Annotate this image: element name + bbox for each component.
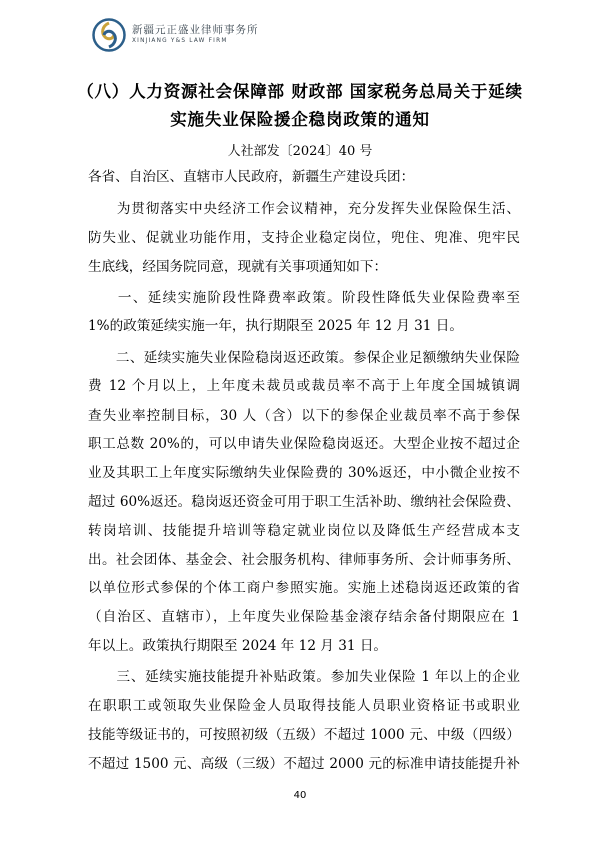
body-line: 一、延续实施阶段性降费率政策。阶段性降低失业保险费率至 (88, 290, 520, 306)
body-line: 防失业、促就业功能作用，支持企业稳定岗位，兜住、兜准、兜牢民 (88, 230, 520, 246)
firm-name-cn: 新疆元正盛业律师事务所 (132, 24, 259, 36)
body-line: 业及其职工上年度实际缴纳失业保险费的 30%返还，中小微企业按不 (88, 465, 520, 481)
body-line: 转岗培训、技能提升培训等稳定就业岗位以及降低生产经营成本支 (88, 523, 520, 539)
body-line: 不超过 1500 元、高级（三级）不超过 2000 元的标准申请技能提升补 (88, 756, 520, 772)
body-line: 职工总数 20%的，可以申请失业保险稳岗返还。大型企业按不超过企 (88, 436, 520, 452)
body-line: 出。社会团体、基金会、社会服务机构、律师事务所、会计师事务所、 (88, 552, 520, 568)
firm-name-en: XINJIANG Y&S LAW FIRM (132, 38, 228, 44)
body-line: 1%的政策延续实施一年，执行期限至 2025 年 12 月 31 日。 (88, 318, 463, 334)
body-line: 技能等级证书的，可按照初级（五级）不超过 1000 元、中级（四级） (88, 727, 520, 743)
body-line: 各省、自治区、直辖市人民政府，新疆生产建设兵团： (88, 169, 415, 185)
body-line: 二、延续实施失业保险稳岗返还政策。参保企业足额缴纳失业保险 (88, 350, 520, 366)
firm-logo-icon (92, 18, 126, 52)
body-line: 费 12 个月以上，上年度未裁员或裁员率不高于上年度全国城镇调 (88, 378, 520, 394)
body-line: 查失业率控制目标，30 人（含）以下的参保企业裁员率不高于参保 (88, 408, 520, 424)
body-line: 为贯彻落实中央经济工作会议精神，充分发挥失业保险保生活、 (88, 201, 520, 217)
body-line: （自治区、直辖市），上年度失业保险基金滚存结余备付期限应在 1 (88, 609, 520, 625)
body-line: 超过 60%返还。稳岗返还资金可用于职工生活补助、缴纳社会保险费、 (88, 494, 520, 510)
document-number: 人社部发〔2024〕40 号 (227, 144, 373, 159)
body-line: 年以上。政策执行期限至 2024 年 12 月 31 日。 (88, 638, 388, 654)
body-line: 生底线，经国务院同意，现就有关事项通知如下： (88, 259, 388, 275)
body-line: 三、延续实施技能提升补贴政策。参加失业保险 1 年以上的企业 (88, 669, 520, 685)
document-title-line-1: （八）人力资源社会保障部 财政部 国家税务总局关于延续 (77, 82, 523, 101)
body-line: 以单位形式参保的个体工商户参照实施。实施上述稳岗返还政策的省 (88, 580, 520, 596)
page-number: 40 (293, 790, 307, 801)
body-line: 在职职工或领取失业保险金人员取得技能人员职业资格证书或职业 (88, 698, 520, 714)
document-title-line-2: 实施失业保险援企稳岗政策的通知 (170, 110, 430, 129)
